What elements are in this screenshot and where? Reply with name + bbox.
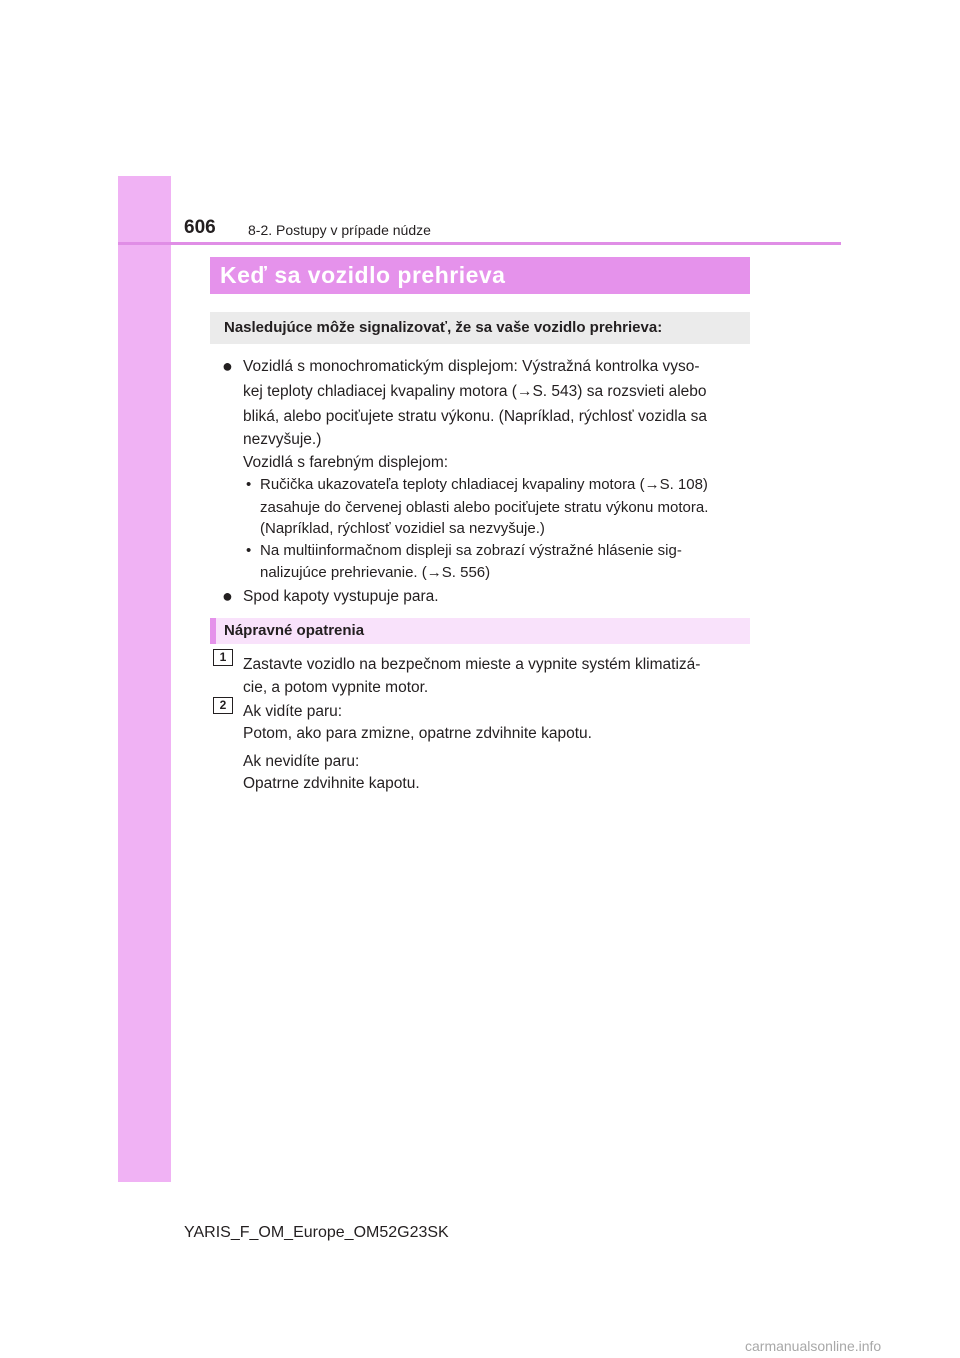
sub-symptom-line: zasahuje do červenej oblasti alebo pociťujete stratu výkonu motora. [260,499,709,516]
step-line: Ak nevidíte paru: [243,753,360,770]
step-line: cie, a potom vypnite motor. [243,679,429,696]
bullet-marker: ● [222,356,233,376]
bullet-marker: ● [222,586,233,606]
step-line: Opatrne zdvihnite kapotu. [243,775,420,792]
sub-bullet-marker: • [246,542,252,559]
header-rule [118,242,841,245]
step-line: Zastavte vozidlo na bezpečnom mieste a vypnite systém klimatizá- [243,656,701,673]
remedy-heading: Nápravné opatrenia [210,618,750,644]
step-line: Ak vidíte paru: [243,703,343,720]
symptom-line: Vozidlá s monochromatickým displejom: Výstražná kontrolka vyso- [243,358,700,375]
step-line: Potom, ako para zmizne, opatrne zdvihnite kapotu. [243,725,592,742]
sub-symptom-line: Na multiinformačnom displeji sa zobrazí výstražné hlásenie sig- [260,542,682,559]
symptom-line: bliká, alebo pociťujete stratu výkonu. (Napríklad, rýchlosť vozidla sa [243,408,707,425]
sub-bullet-marker: • [246,476,252,493]
step-number-1: 1 [213,649,233,666]
document-code: YARIS_F_OM_Europe_OM52G23SK [184,1224,449,1241]
symptom-line: Spod kapoty vystupuje para. [243,588,439,605]
symptom-line: nezvyšuje.) [243,431,322,448]
section-title: Keď sa vozidlo prehrieva [210,257,750,294]
chapter-title: 8-2. Postupy v prípade núdze [248,222,431,238]
sub-symptom-line: Ručička ukazovateľa teploty chladiacej kvapaliny motora (→S. 108) [260,476,708,493]
sub-symptom-line: nalizujúce prehrievanie. (→S. 556) [260,564,491,581]
symptom-line: kej teploty chladiacej kvapaliny motora (→S. 543) sa rozsvieti alebo [243,383,707,400]
chapter-sidebar-tab [118,176,171,1182]
symptoms-heading: Nasledujúce môže signalizovať, že sa vaše vozidlo prehrieva: [210,312,750,344]
symptom-line: Vozidlá s farebným displejom: [243,454,449,471]
step-number-2: 2 [213,697,233,714]
page-number: 606 [184,217,216,238]
watermark-text: carmanualsonline.info [745,1338,882,1354]
sub-symptom-line: (Napríklad, rýchlosť vozidiel sa nezvyšuje.) [260,520,545,537]
